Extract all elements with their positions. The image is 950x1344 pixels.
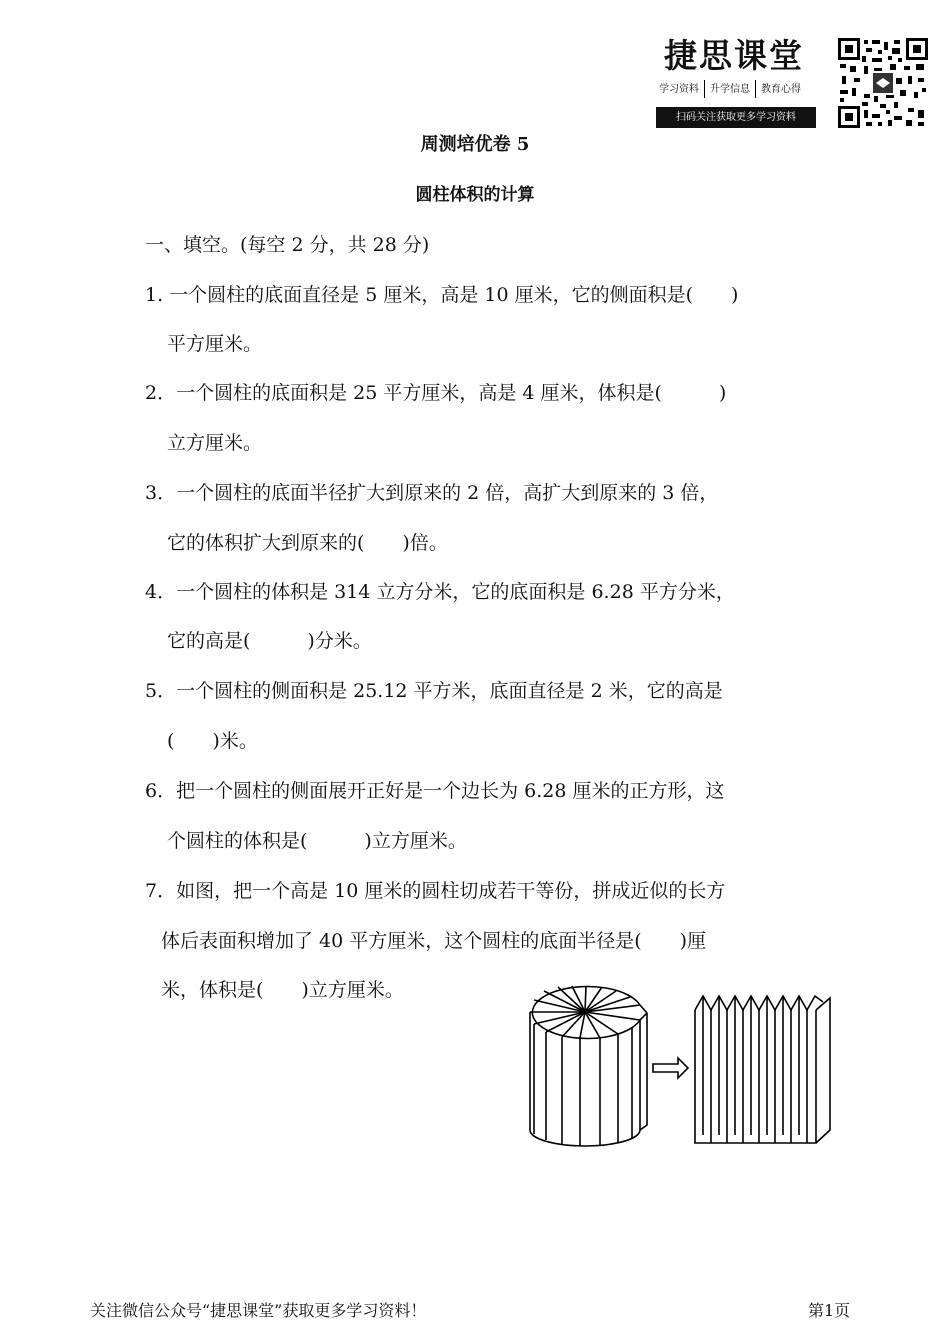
brand-tags (656, 80, 804, 98)
tag-admission-info: 升学信息 (710, 84, 750, 95)
page-number: 第1页 (808, 1301, 851, 1320)
qr-code-icon (838, 38, 928, 128)
question-5-line-2: ( )米。 (167, 730, 258, 752)
question-5-line-1: 5．一个圆柱的侧面积是 25.12 平方米，底面直径是 2 米，它的高是 (145, 680, 723, 702)
section-heading: 一、填空。(每空 2 分，共 28 分) (145, 234, 430, 256)
cylinder-rearrangement-figure (520, 980, 840, 1155)
question-7-line-1: 7．如图，把一个高是 10 厘米的圆柱切成若干等份，拼成近似的长方 (145, 880, 726, 902)
question-3-line-1: 3．一个圆柱的底面半径扩大到原来的 2 倍，高扩大到原来的 3 倍， (145, 482, 719, 504)
question-1-line-2: 平方厘米。 (167, 333, 263, 355)
question-6-line-1: 6．把一个圆柱的侧面展开正好是一个边长为 6.28 厘米的正方形，这 (145, 780, 725, 802)
footer-note: 关注微信公众号“捷思课堂”获取更多学习资料！ (90, 1301, 427, 1320)
tag-education-notes: 教育心得 (761, 84, 801, 95)
question-4-line-2: 它的高是( )分米。 (167, 630, 372, 652)
brand-banner: 扫码关注获取更多学习资料 (656, 107, 816, 128)
question-7-line-3: 米，体积是( )立方厘米。 (161, 979, 404, 1001)
page-subtitle: 圆柱体积的计算 (415, 185, 535, 205)
tag-study-materials: 学习资料 (659, 84, 699, 95)
question-7-line-2: 体后表面积增加了 40 平方厘米，这个圆柱的底面半径是( )厘 (161, 930, 707, 952)
question-6-line-2: 个圆柱的体积是( )立方厘米。 (167, 830, 467, 852)
question-3-line-2: 它的体积扩大到原来的( )倍。 (167, 532, 448, 554)
question-2-line-2: 立方厘米。 (167, 432, 263, 454)
question-2-line-1: 2．一个圆柱的底面积是 25 平方厘米，高是 4 厘米，体积是( ) (145, 382, 727, 404)
question-1-line-1: 1. 一个圆柱的底面直径是 5 厘米，高是 10 厘米，它的侧面积是( ) (145, 284, 739, 306)
page-title: 周测培优卷 5 (420, 134, 530, 155)
question-4-line-1: 4．一个圆柱的体积是 314 立方分米，它的底面积是 6.28 平方分米， (145, 581, 735, 603)
brand-title: 捷思课堂 (664, 36, 804, 75)
